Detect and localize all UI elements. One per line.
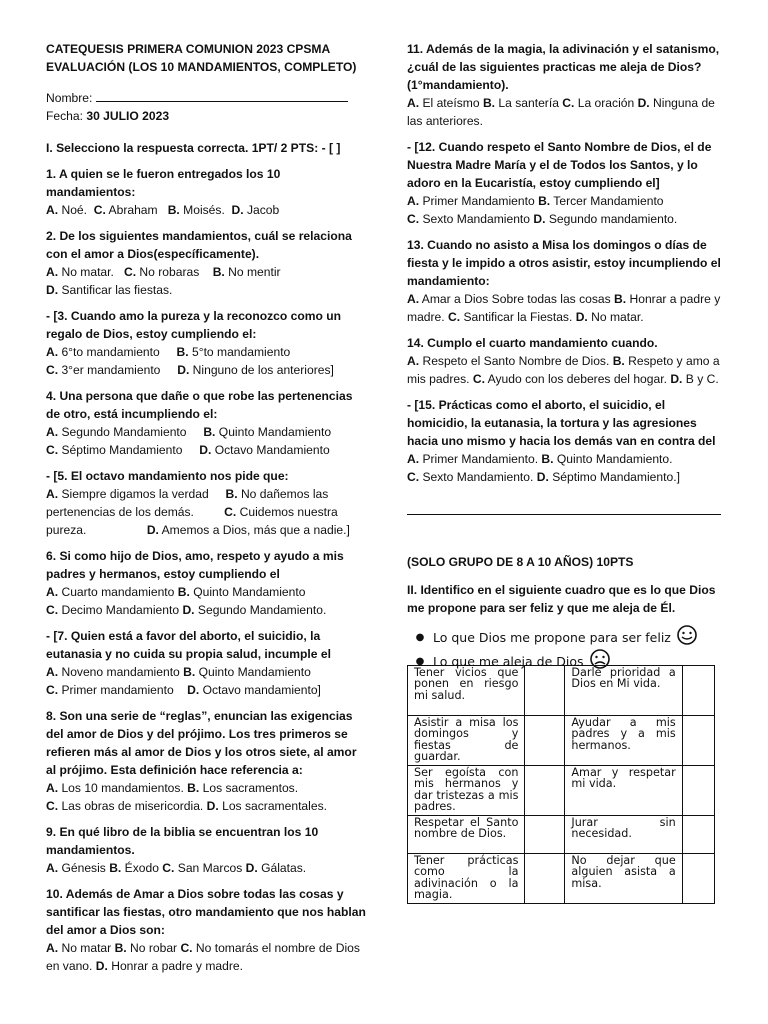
option-text[interactable]: Sexto Mandamiento (419, 212, 534, 226)
option-text[interactable]: No matar (58, 941, 115, 955)
table-row (408, 816, 715, 854)
answer-options (46, 797, 366, 815)
option-text[interactable]: No matar. (587, 310, 644, 324)
table-cell-statement: Asistir a misa los domingos y fiestas de guardar. (408, 716, 525, 766)
option-letter: C. (93, 203, 106, 217)
option-text[interactable]: Honrar a padre y madre. (407, 292, 724, 324)
answer-options (46, 361, 366, 379)
answer-options (407, 352, 727, 388)
option-letter: C. (407, 212, 420, 226)
question-text: - [7. Quien está a favor del aborto, el suicidio, la eutanasia y no cuida su propia salud, incumple el (46, 629, 331, 661)
option-text[interactable]: El ateísmo (419, 96, 483, 110)
answer-options (46, 859, 366, 877)
option-text[interactable]: Respeto el Santo Nombre de Dios. (419, 354, 613, 368)
question-text: 10. Además de Amar a Dios sobre todas las cosas y santificar las fiestas, otro mandamiento que nos hablan del amor a Dios son: (46, 887, 366, 937)
answer-options (407, 290, 727, 326)
option-letter: C. (472, 372, 485, 386)
answer-options (407, 94, 727, 130)
nombre-label: Nombre: (46, 91, 93, 105)
nombre-row (46, 88, 366, 107)
table-row (408, 766, 715, 816)
option-letter: B. (176, 345, 189, 359)
table-cell-statement: No dejar que alguien asista a misa. (565, 854, 682, 904)
option-letter: B. (114, 941, 127, 955)
table-answer-cell[interactable] (525, 716, 565, 766)
answer-options (46, 263, 366, 281)
option-text[interactable]: Santificar las fiestas. (58, 283, 173, 297)
question-text: 13. Cuando no asisto a Misa los domingos o días de fiesta y le impido a otros asistir, estoy incumpliendo el mandamiento: (407, 238, 721, 288)
option-letter: D. (187, 683, 200, 697)
table-cell-statement: Ayudar a mis padres y a mis hermanos. (565, 716, 682, 766)
option-letter: C. (123, 265, 137, 279)
option-text[interactable]: B y C. (682, 372, 719, 386)
legend-item-happy (407, 625, 727, 649)
bullet-icon: ● (415, 655, 425, 667)
option-letter: A. (46, 425, 59, 439)
option-text[interactable]: Gálatas. (257, 861, 307, 875)
answer-options (407, 468, 727, 486)
title-line-2: EVALUACIÓN (LOS 10 MANDAMIENTOS, COMPLETO) (46, 60, 357, 74)
option-text[interactable]: Primer Mandamiento. (419, 452, 542, 466)
option-letter: C. (46, 683, 59, 697)
option-letter: D. (206, 799, 219, 813)
option-text[interactable]: No mentir (224, 265, 281, 279)
option-text[interactable]: 5°to mandamiento (188, 345, 291, 359)
option-letter: B. (541, 452, 554, 466)
option-letter: C. (448, 310, 461, 324)
option-text[interactable]: Noé. (58, 203, 94, 217)
legend-happy-text: Lo que Dios me propone para ser feliz (433, 629, 671, 645)
fecha-label: Fecha: (46, 109, 83, 123)
option-text[interactable]: pureza. (46, 523, 147, 537)
option-text[interactable]: Cuidemos nuestra (236, 505, 338, 519)
option-text[interactable]: Primer Mandamiento (419, 194, 539, 208)
option-letter: B. (225, 487, 238, 501)
option-letter: B. (538, 194, 551, 208)
option-letter: D. (245, 861, 258, 875)
option-letter: A. (46, 941, 59, 955)
question-4 (46, 387, 366, 459)
option-text[interactable]: Siempre digamos la verdad (58, 487, 226, 501)
option-text[interactable]: Moisés. (179, 203, 232, 217)
answer-options (46, 663, 366, 681)
question-text: 1. A quien se le fueron entregados los 10 mandamientos: (46, 167, 281, 199)
question-text: 8. Son una serie de “reglas”, enuncian las exigencias del amor de Dios y del prójimo. Los tres primeros se refieren más al amor de Dios y los otros siete, al amor al prójimo. Esta definición hace referencia a: (46, 709, 357, 777)
answer-options (46, 681, 366, 699)
answer-options (46, 281, 366, 299)
option-letter: B. (183, 665, 196, 679)
question-5 (46, 467, 366, 539)
legend-sad-text: Lo que me aleja de Dios (433, 653, 584, 669)
option-letter: C. (562, 96, 575, 110)
option-text[interactable]: Amar a Dios Sobre todas las cosas (419, 292, 615, 306)
option-letter: C. (407, 470, 420, 484)
divider-line (407, 514, 721, 515)
option-letter: A. (407, 452, 420, 466)
question-13 (407, 236, 727, 326)
classification-table (407, 665, 715, 904)
option-letter: C. (46, 363, 59, 377)
option-letter: A. (46, 487, 59, 501)
answer-options (46, 779, 366, 797)
option-text[interactable]: Éxodo (121, 861, 163, 875)
table-cell-statement: Ser egoísta con mis hermanos y dar tristezas a mis padres. (408, 766, 525, 816)
question-6 (46, 547, 366, 619)
option-text[interactable]: Sexto Mandamiento. (419, 470, 537, 484)
option-letter: D. (95, 959, 108, 973)
option-text[interactable]: Decimo Mandamiento (58, 603, 183, 617)
answer-options (407, 210, 727, 228)
answer-options (46, 939, 366, 975)
option-letter: B. (187, 781, 200, 795)
option-letter: C. (162, 861, 175, 875)
option-text[interactable]: 3°er mandamiento (58, 363, 178, 377)
option-text[interactable]: Génesis (58, 861, 110, 875)
table-answer-cell[interactable] (525, 854, 565, 904)
option-text[interactable]: Séptimo Mandamiento (58, 443, 200, 457)
table-cell-statement: Darle prioridad a Dios en Mi vida. (565, 666, 682, 716)
option-letter: D. (536, 470, 549, 484)
option-letter: A. (46, 861, 59, 875)
option-letter: D. (146, 523, 159, 537)
option-text[interactable]: Octavo mandamiento] (199, 683, 321, 697)
option-text[interactable]: Ayudo con los deberes del hogar. (484, 372, 671, 386)
option-letter: D. (637, 96, 650, 110)
question-text: - [15. Prácticas como el aborto, el suicidio, el homicidio, la eutanasia, la tortura y las agresiones hacia uno mismo y hacia los demás van en contra del (407, 398, 716, 448)
section-1-heading: I. Selecciono la respuesta correcta. 1PT/ 2 PTS: - [ ] (46, 141, 341, 155)
table-answer-cell[interactable] (525, 766, 565, 816)
option-text[interactable]: Santificar la Fiestas. (460, 310, 576, 324)
option-letter: D. (182, 603, 195, 617)
nombre-field[interactable] (96, 88, 348, 102)
questions-right (407, 40, 727, 486)
sad-face-icon (586, 649, 614, 673)
option-text[interactable]: Segundo mandamiento. (545, 212, 678, 226)
question-7 (46, 627, 366, 699)
legend (407, 625, 727, 669)
option-letter: A. (46, 585, 59, 599)
table-row (408, 854, 715, 904)
option-text[interactable]: Tercer Mandamiento (550, 194, 664, 208)
question-text: 6. Si como hijo de Dios, amo, respeto y ayudo a mis padres y hermanos, estoy cumpliendo el (46, 549, 344, 581)
option-letter: A. (407, 354, 420, 368)
option-letter: C. (224, 505, 237, 519)
option-text[interactable]: Los sacramentales. (218, 799, 327, 813)
table-row (408, 716, 715, 766)
answer-options (46, 503, 366, 521)
option-text[interactable]: Los sacramentos. (199, 781, 299, 795)
question-text: - [3. Cuando amo la pureza y la reconozco como un regalo de Dios, estoy cumpliendo el: (46, 309, 342, 341)
option-text[interactable]: Segundo Mandamiento (58, 425, 204, 439)
table-cell-statement: Respetar el Santo nombre de Dios. (408, 816, 525, 854)
table-cell-statement: Amar y respetar mi vida. (565, 766, 682, 816)
option-text[interactable]: Las obras de misericordia. (58, 799, 207, 813)
happy-face-icon (673, 625, 701, 649)
option-letter: C. (46, 603, 59, 617)
option-text[interactable]: La oración (574, 96, 638, 110)
option-letter: A. (46, 781, 59, 795)
option-letter: D. (231, 203, 244, 217)
question-text: - [12. Cuando respeto el Santo Nombre de Dios, el de Nuestra Madre María y el de Todos los Santos, y lo adoro en la Eucaristía, estoy cumpliendo el] (407, 140, 712, 190)
table-answer-cell[interactable] (682, 854, 714, 904)
answer-options (46, 521, 366, 539)
option-text[interactable]: No dañemos las (237, 487, 329, 501)
question-3 (46, 307, 366, 379)
section-2-instruction: II. Identifico en el siguiente cuadro que es lo que Dios me propone para ser feliz y que me aleja de Él. (407, 583, 716, 615)
option-text[interactable]: Séptimo Mandamiento.] (548, 470, 680, 484)
option-text[interactable]: Los 10 mandamientos. (58, 781, 188, 795)
question-12 (407, 138, 727, 228)
option-text[interactable]: Jacob (243, 203, 280, 217)
question-15 (407, 396, 727, 486)
option-text[interactable]: No tomarás el nombre de Dios en vano. (46, 941, 364, 973)
answer-options (46, 343, 366, 361)
option-text[interactable]: Abraham (105, 203, 168, 217)
table-answer-cell[interactable] (525, 816, 565, 854)
option-letter: A. (46, 665, 59, 679)
option-letter: B. (109, 861, 122, 875)
question-8 (46, 707, 366, 815)
answer-options (46, 485, 366, 503)
table-answer-cell[interactable] (682, 766, 714, 816)
answer-options (46, 583, 366, 601)
table-answer-cell[interactable] (525, 666, 565, 716)
option-letter: D. (533, 212, 546, 226)
question-text: 9. En qué libro de la biblia se encuentran los 10 mandamientos. (46, 825, 319, 857)
question-text: 2. De los siguientes mandamientos, cuál se relaciona con el amor a Dios(específicamente). (46, 229, 352, 261)
option-letter: D. (670, 372, 683, 386)
questions-left (46, 165, 366, 975)
option-text[interactable]: No robar (126, 941, 181, 955)
right-column (407, 40, 727, 904)
option-letter: D. (46, 283, 59, 297)
table-answer-cell[interactable] (682, 666, 714, 716)
option-letter: B. (212, 265, 225, 279)
table-row (408, 666, 715, 716)
fecha-value: 30 JULIO 2023 (86, 109, 170, 123)
answer-options (407, 192, 727, 210)
option-letter: B. (177, 585, 190, 599)
question-2 (46, 227, 366, 299)
legend-item-sad (407, 649, 727, 673)
answer-options (46, 201, 366, 219)
left-column (46, 40, 366, 983)
option-letter: C. (180, 941, 193, 955)
question-text: - [5. El octavo mandamiento nos pide que: (46, 469, 289, 483)
option-letter: D. (177, 363, 190, 377)
option-text[interactable]: Amemos a Dios, más que a nadie.] (158, 523, 350, 537)
question-1 (46, 165, 366, 219)
answer-options (46, 601, 366, 619)
question-14 (407, 334, 727, 388)
question-11 (407, 40, 727, 130)
option-text[interactable]: pertenencias de los demás. (46, 505, 225, 519)
table-cell-statement: Jurar sin necesidad. (565, 816, 682, 854)
option-text[interactable]: Respeto y amo a mis padres. (407, 354, 723, 386)
option-text[interactable]: San Marcos (174, 861, 246, 875)
option-letter: B. (614, 292, 627, 306)
option-text[interactable]: Quinto Mandamiento (215, 425, 332, 439)
option-letter: D. (199, 443, 212, 457)
table-answer-cell[interactable] (682, 716, 714, 766)
option-text[interactable]: Quinto Mandamiento (195, 665, 311, 679)
answer-options (46, 423, 366, 441)
option-letter: A. (46, 203, 59, 217)
option-text[interactable]: Segundo Mandamiento. (194, 603, 327, 617)
option-text[interactable]: No matar. (58, 265, 124, 279)
title-line-1: CATEQUESIS PRIMERA COMUNION 2023 CPSMA (46, 42, 331, 56)
question-9 (46, 823, 366, 877)
option-text[interactable]: Primer mandamiento (58, 683, 188, 697)
option-letter: A. (46, 265, 59, 279)
question-text: 4. Una persona que dañe o que robe las pertenencias de otro, está incumpliendo el: (46, 389, 353, 421)
group-heading: (SOLO GRUPO DE 8 A 10 AÑOS) 10PTS (407, 555, 634, 569)
option-letter: B. (482, 96, 496, 110)
option-letter: C. (46, 799, 59, 813)
option-text[interactable]: Honrar a padre y madre. (107, 959, 243, 973)
option-letter: A. (407, 194, 420, 208)
option-letter: A. (46, 345, 59, 359)
option-text[interactable]: Noveno mandamiento (58, 665, 184, 679)
option-letter: D. (575, 310, 588, 324)
option-letter: B. (203, 425, 216, 439)
table-cell-statement: Tener vicios que ponen en riesgo mi salud. (408, 666, 525, 716)
option-letter: A. (407, 96, 420, 110)
question-text: 11. Además de la magia, la adivinación y el satanismo, ¿cuál de las siguientes practicas me aleja de Dios? (1°mandamiento). (407, 42, 720, 92)
fecha-row (46, 107, 366, 125)
table-cell-statement: Tener prácticas como la adivinación o la magia. (408, 854, 525, 904)
option-letter: A. (407, 292, 420, 306)
answer-options (46, 441, 366, 459)
option-text[interactable]: Quinto Mandamiento. (553, 452, 673, 466)
option-text[interactable]: Quinto Mandamiento (189, 585, 306, 599)
option-text[interactable]: La santería (495, 96, 563, 110)
option-text[interactable]: Cuarto mandamiento (58, 585, 178, 599)
table-answer-cell[interactable] (682, 816, 714, 854)
option-text[interactable]: 6°to mandamiento (58, 345, 177, 359)
bullet-icon: ● (415, 631, 425, 643)
option-letter: B. (612, 354, 625, 368)
question-10 (46, 885, 366, 975)
option-text[interactable]: Octavo Mandamiento (211, 443, 330, 457)
option-letter: C. (46, 443, 59, 457)
option-text[interactable]: Ninguno de los anteriores] (189, 363, 334, 377)
option-letter: B. (167, 203, 180, 217)
question-text: 14. Cumplo el cuarto mandamiento cuando. (407, 336, 658, 350)
option-text[interactable]: No robaras (136, 265, 213, 279)
answer-options (407, 450, 727, 468)
option-text[interactable]: Ninguna de las anteriores. (407, 96, 719, 128)
